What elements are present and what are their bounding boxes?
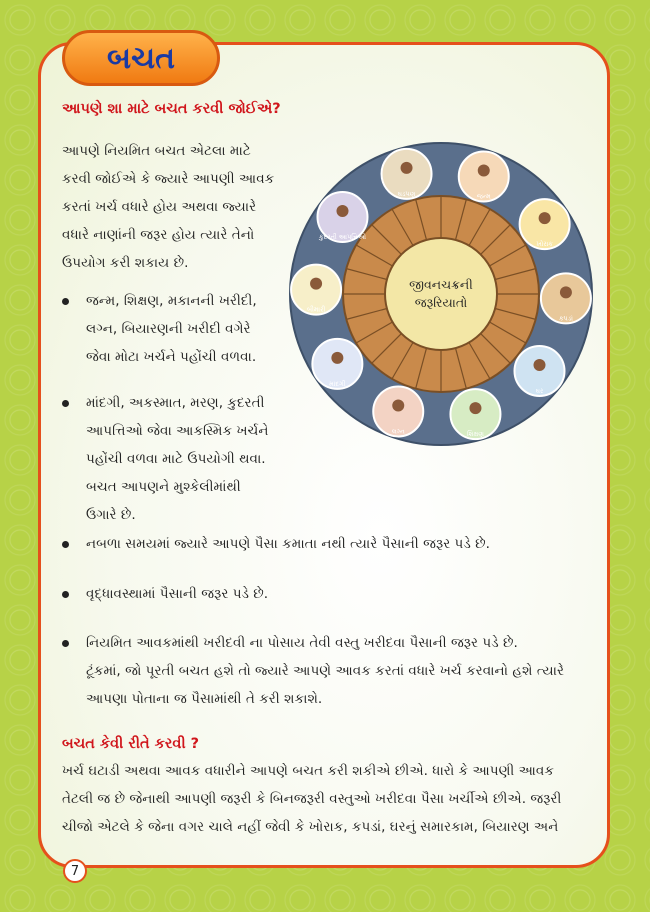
life-cycle-needs-wheel <box>288 141 594 447</box>
wheel-segment-label: કુદરતી આપત્તિઓ <box>318 233 367 242</box>
intro-line: આપણે નિયમિત બચત એટલા માટે <box>62 143 251 159</box>
page-title: બચત <box>62 30 220 86</box>
bullet-dot <box>62 591 69 598</box>
wheel-segment-label: ખોરાક <box>536 240 553 249</box>
wheel-segment-figure <box>560 286 572 298</box>
wheel-segment-label: કપડાં <box>558 314 573 323</box>
wheel-segment-label: માંદગી <box>329 379 346 388</box>
wheel-segment-figure <box>392 399 404 411</box>
intro-line: ઉપયોગ કરી શકાય છે. <box>62 255 189 271</box>
bullet-dot <box>62 640 69 647</box>
wheel-segment-figure <box>478 165 490 177</box>
bullet-line: જેવા મોટા ખર્ચને પહોંચી વળવા. <box>86 349 257 365</box>
wheel-center-label-line2: જરૂરિયાતો <box>414 295 468 310</box>
wheel-segment-label: બીમારી <box>306 305 326 314</box>
wheel-segment-label: શિક્ષણ <box>467 430 484 439</box>
bullet-item <box>62 530 592 558</box>
bullet-line: જન્મ, શિક્ષણ, મકાનની ખરીદી, <box>86 293 257 309</box>
bullet-line: લગ્ન, બિયારણની ખરીદી વગેરે <box>86 321 251 337</box>
bullet-line: વૃદ્ધાવસ્થામાં પૈસાની જરૂર પડે છે. <box>86 586 269 602</box>
intro-line: કરતાં ખર્ચ વધારે હોય અથવા જ્યારે <box>62 199 257 215</box>
bullet-line: આપણા પોતાના જ પૈસામાંથી તે કરી શકાશે. <box>86 691 323 707</box>
bullet-item <box>62 389 294 529</box>
bullet-line: માંદગી, અકસ્માત, મરણ, કુદરતી <box>86 395 265 411</box>
wheel-hub <box>385 238 497 350</box>
wheel-segment-figure <box>331 352 343 364</box>
bullet-line: બચત આપણને મુશ્કેલીમાંથી <box>86 479 241 495</box>
bullet-item <box>62 287 294 371</box>
wheel-segment-label: લગ્ન <box>391 427 405 436</box>
bullet-dot <box>62 541 69 548</box>
wheel-segment-figure <box>310 278 322 290</box>
page-number: 7 <box>63 859 87 883</box>
paragraph-line: ખર્ચ ઘટાડી અથવા આવક વધારીને આપણે બચત કરી શકીએ છીએ. ધારો કે આપણી આવક <box>62 763 554 779</box>
bullet-item <box>62 580 592 608</box>
bullet-line: નબળા સમયમાં જ્યારે આપણે પૈસા કમાતા નથી ત્યારે પૈસાની જરૂર પડે છે. <box>86 536 490 552</box>
bullet-line: આપત્તિઓ જેવા આકસ્મિક ખર્ચને <box>86 423 269 439</box>
wheel-segment-label: ઘડપણ <box>397 189 416 198</box>
bullet-line: નિયમિત આવકમાંથી ખરીદવી ના પોસાય તેવી વસ્તુ ખરીદવા પૈસાની જરૂર પડે છે. <box>86 635 518 651</box>
how-save-paragraph <box>62 757 592 841</box>
wheel-center-label-line1: જીવનચક્રની <box>409 277 473 292</box>
bullet-item <box>62 629 592 713</box>
intro-line: કરવી જોઈએ કે જ્યારે આપણી આવક <box>62 171 275 187</box>
bullet-line: ઉગારે છે. <box>86 507 136 523</box>
bullet-dot <box>62 298 69 305</box>
bullet-line: પહોંચી વળવા માટે ઉપયોગી થવા. <box>86 451 266 467</box>
bullet-line: ટૂંકમાં, જો પૂરતી બચત હશે તો જ્યારે આપણે આવક કરતાં વધારે ખર્ચ કરવાનો હશે ત્યારે <box>86 663 564 679</box>
section-heading-how-save: બચત કેવી રીતે કરવી ? <box>62 736 200 752</box>
paragraph-line: તેટલી જ છે જેનાથી આપણી જરૂરી કે બિનજરૂરી વસ્તુઓ ખરીદવા પૈસા ખર્ચીએ છીએ. જરૂરી <box>62 791 562 807</box>
wheel-segment-figure <box>469 402 481 414</box>
paragraph-line: ચીજો એટલે કે જેના વગર ચાલે નહીં જેવી કે ખોરાક, કપડાં, ઘરનું સમારકામ, બિયારણ અને <box>62 819 559 835</box>
wheel-segment-label: ઘર <box>535 386 544 395</box>
wheel-segment-figure <box>336 205 348 217</box>
intro-line: વધારે નાણાંની જરૂર હોય ત્યારે તેનો <box>62 227 255 243</box>
bullet-dot <box>62 400 69 407</box>
wheel-segment-figure <box>534 359 546 371</box>
wheel-segment-label: જન્મ <box>476 192 491 201</box>
wheel-segment-figure <box>539 212 551 224</box>
wheel-segment-figure <box>401 162 413 174</box>
section-heading-why-save: આપણે શા માટે બચત કરવી જોઈએ? <box>62 101 281 117</box>
intro-paragraph <box>62 137 294 277</box>
